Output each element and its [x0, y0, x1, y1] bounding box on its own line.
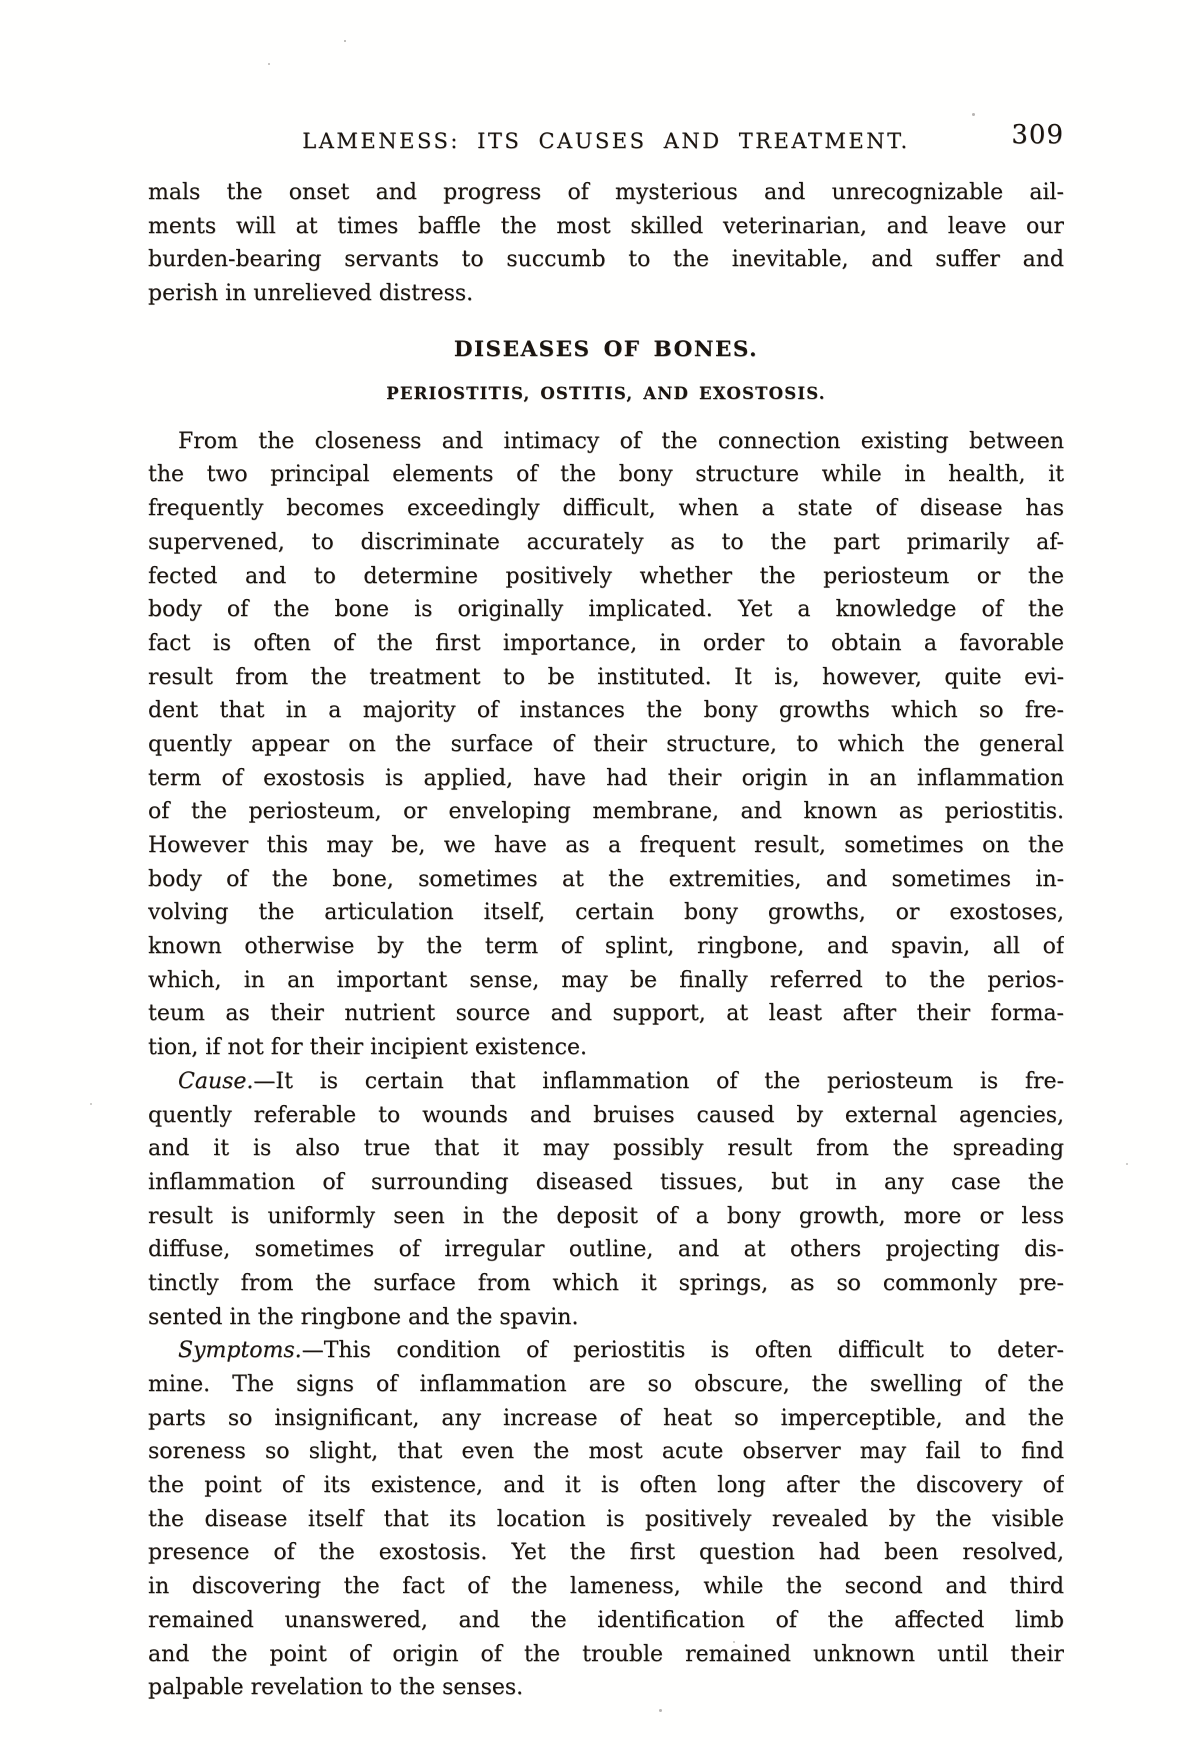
- text-line: From the closeness and intimacy of the connection existing between: [178, 428, 1064, 454]
- text-line: quently appear on the surface of their structure, to which the general: [148, 731, 1064, 757]
- text-line: and the point of origin of the trouble remained unknown until their: [148, 1641, 1064, 1667]
- scan-speck: [1126, 1163, 1128, 1165]
- text-line: known otherwise by the term of splint, ringbone, and spavin, all of: [148, 934, 1064, 960]
- text-line: presence of the exostosis. Yet the first question had been resolved,: [148, 1540, 1064, 1566]
- text-line: which, in an important sense, may be finally referred to the perios-: [148, 967, 1064, 993]
- scan-speck: [90, 1103, 92, 1105]
- text-line: the disease itself that its location is positively revealed by the visible: [148, 1506, 1064, 1532]
- scan-speck: [344, 40, 346, 42]
- text-line: inflammation of surrounding diseased tissues, but in any case the: [148, 1169, 1064, 1195]
- running-head: LAMENESS: ITS CAUSES AND TREATMENT.: [302, 129, 910, 153]
- text-line: volving the articulation itself, certain bony growths, or exostoses,: [148, 900, 1064, 926]
- paragraph-lead-italic: Symptoms.: [178, 1338, 302, 1364]
- paragraph: [148, 176, 1064, 311]
- text-line: perish in unrelieved distress.: [148, 281, 474, 307]
- text-line: result is uniformly seen in the deposit of a bony growth, more or less: [148, 1203, 1064, 1229]
- scan-speck: [733, 1641, 735, 1643]
- text-line: in discovering the fact of the lameness, while the second and third: [148, 1574, 1064, 1600]
- text-line: sented in the ringbone and the spavin.: [148, 1304, 579, 1330]
- text-line: supervened, to discriminate accurately as to the part primarily af-: [148, 529, 1064, 555]
- section-heading: DISEASES OF BONES.: [453, 336, 759, 362]
- text-line: teum as their nutrient source and support, at least after their forma-: [148, 1001, 1064, 1027]
- text-line: tinctly from the surface from which it springs, as so commonly pre-: [148, 1270, 1064, 1296]
- scan-speck: [659, 1709, 662, 1712]
- paragraph: [148, 1065, 1064, 1335]
- text-line: Cause.—It is certain that inflammation of the periosteum is fre-: [178, 1068, 1064, 1094]
- text-line: soreness so slight, that even the most acute observer may fail to find: [148, 1439, 1064, 1465]
- paragraph: [148, 425, 1064, 1065]
- text-line: remained unanswered, and the identification of the affected limb: [148, 1607, 1064, 1633]
- text-line: Symptoms.—This condition of periostitis is often difficult to deter-: [178, 1338, 1064, 1364]
- text-line: the point of its existence, and it is often long after the discovery of: [148, 1473, 1064, 1499]
- text-line: quently referable to wounds and bruises caused by external agencies,: [148, 1102, 1064, 1128]
- text-line: ments will at times baffle the most skilled veterinarian, and leave our: [148, 213, 1064, 239]
- text-column: [148, 176, 1064, 1705]
- text-line: frequently becomes exceedingly difficult, when a state of disease has: [148, 496, 1064, 522]
- text-line: and it is also true that it may possibly result from the spreading: [148, 1136, 1064, 1162]
- text-line: mals the onset and progress of mysterious and unrecognizable ail-: [148, 180, 1064, 205]
- text-line: fected and to determine positively whether the periosteum or the: [148, 563, 1064, 589]
- scan-speck: [268, 63, 270, 65]
- paragraph-lead-italic: Cause.: [178, 1068, 254, 1094]
- text-line: result from the treatment to be instituted. It is, however, quite evi-: [148, 664, 1064, 690]
- subsection-heading: PERIOSTITIS, OSTITIS, AND EXOSTOSIS.: [386, 383, 826, 403]
- text-line: burden-bearing servants to succumb to the inevitable, and suffer and: [148, 247, 1064, 273]
- scan-speck: [972, 113, 975, 116]
- text-line: body of the bone, sometimes at the extremities, and sometimes in-: [148, 866, 1064, 892]
- paragraph: [148, 1334, 1064, 1705]
- page-number: 309: [1011, 120, 1064, 150]
- text-line: tion, if not for their incipient existence.: [148, 1035, 587, 1061]
- text-line: the two principal elements of the bony structure while in health, it: [148, 462, 1064, 488]
- text-line: parts so insignificant, any increase of heat so imperceptible, and the: [148, 1405, 1064, 1431]
- text-line: of the periosteum, or enveloping membrane, and known as periostitis.: [148, 799, 1064, 825]
- text-line: fact is often of the first importance, in order to obtain a favorable: [148, 630, 1064, 656]
- text-line: diffuse, sometimes of irregular outline, and at others projecting dis-: [148, 1237, 1064, 1263]
- text-line: mine. The signs of inflammation are so obscure, the swelling of the: [148, 1372, 1064, 1397]
- text-line: body of the bone is originally implicated. Yet a knowledge of the: [148, 597, 1064, 623]
- text-line: term of exostosis is applied, have had their origin in an inflammation: [148, 765, 1064, 791]
- text-line: However this may be, we have as a frequent result, sometimes on the: [148, 833, 1064, 858]
- text-line: palpable revelation to the senses.: [148, 1675, 524, 1701]
- text-line: dent that in a majority of instances the bony growths which so fre-: [148, 698, 1064, 724]
